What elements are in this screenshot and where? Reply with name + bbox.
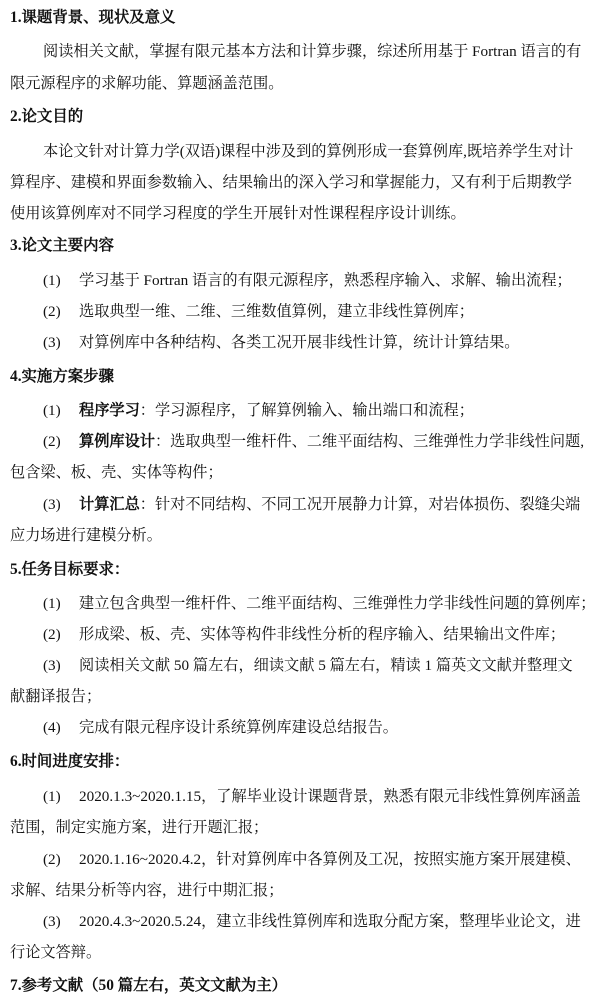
item-number: (1) bbox=[43, 788, 61, 805]
section-4-item-2-cont: 包含梁、板、壳、实体等构件； bbox=[10, 464, 223, 481]
item-text bbox=[79, 432, 584, 452]
item-number: (2) bbox=[43, 433, 61, 450]
item-keyword: 算例库设计 bbox=[79, 433, 155, 450]
section-4-item-3-cont: 应力场进行建模分析。 bbox=[10, 527, 162, 544]
section-2-para-line-3: 使用该算例库对不同学习程度的学生开展针对性课程程序设计训练。 bbox=[10, 205, 466, 222]
item-text: 建立包含典型一维杆件、二维平面结构、三维弹性力学非线性问题的算例库； bbox=[79, 595, 596, 612]
section-4-title: 4.实施方案步骤 bbox=[10, 368, 114, 385]
section-2-title: 2.论文目的 bbox=[10, 108, 84, 125]
item-text: 2020.1.16~2020.4.2，针对算例库中各算例及工况，按照实施方案开展建模、 bbox=[79, 851, 581, 868]
item-number: (4) bbox=[43, 719, 61, 736]
item-description: ：选取典型一维杆件、二维平面结构、三维弹性力学非线性问题, bbox=[154, 433, 584, 450]
item-text: 2020.4.3~2020.5.24，建立非线性算例库和选取分配方案，整理毕业论文，进 bbox=[79, 913, 581, 930]
item-description: ：针对不同结构、不同工况开展静力计算，对岩体损伤、裂缝尖端 bbox=[139, 496, 581, 513]
item-text: 形成梁、板、壳、实体等构件非线性分析的程序输入、结果输出文件库； bbox=[79, 626, 565, 643]
item-text bbox=[79, 495, 580, 515]
section-6-item-2-cont: 求解、结果分析等内容，进行中期汇报； bbox=[10, 882, 284, 899]
item-text: 学习基于 Fortran 语言的有限元源程序，熟悉程序输入、求解、输出流程； bbox=[79, 272, 572, 289]
item-number: (2) bbox=[43, 303, 61, 320]
item-keyword: 计算汇总 bbox=[79, 496, 140, 513]
item-text bbox=[79, 401, 474, 421]
item-text: 选取典型一维、二维、三维数值算例，建立非线性算例库； bbox=[79, 303, 474, 320]
section-6-item-3-cont: 行论文答辩。 bbox=[10, 944, 102, 961]
section-2-para-line-2: 算程序、建模和界面参数输入、结果输出的深入学习和掌握能力，又有利于后期教学 bbox=[10, 174, 572, 191]
item-number: (3) bbox=[43, 334, 61, 351]
item-text: 2020.1.3~2020.1.15，了解毕业设计课题背景，熟悉有限元非线性算例库涵盖 bbox=[79, 788, 581, 805]
item-number: (3) bbox=[43, 913, 61, 930]
item-number: (1) bbox=[43, 402, 61, 419]
section-5-item-3-cont: 献翻译报告； bbox=[10, 688, 102, 705]
item-description: ：学习源程序，了解算例输入、输出端口和流程； bbox=[139, 402, 474, 419]
section-1-para-line-1: 阅读相关文献，掌握有限元基本方法和计算步骤，综述所用基于 Fortran 语言的有 bbox=[43, 43, 582, 60]
item-number: (2) bbox=[43, 626, 61, 643]
section-2-para-line-1: 本论文针对计算力学(双语)课程中涉及到的算例形成一套算例库,既培养学生对计 bbox=[43, 143, 574, 160]
section-1-para-line-2: 限元源程序的求解功能、算题涵盖范围。 bbox=[10, 75, 284, 92]
section-7-title: 7.参考文献（50 篇左右，英文文献为主） bbox=[10, 977, 288, 994]
item-number: (1) bbox=[43, 272, 61, 289]
section-6-item-1-cont: 范围，制定实施方案，进行开题汇报； bbox=[10, 819, 269, 836]
section-3-title: 3.论文主要内容 bbox=[10, 237, 114, 254]
item-number: (1) bbox=[43, 595, 61, 612]
item-keyword: 程序学习 bbox=[79, 402, 140, 419]
item-text: 对算例库中各种结构、各类工况开展非线性计算，统计计算结果。 bbox=[79, 334, 520, 351]
item-number: (3) bbox=[43, 657, 61, 674]
section-6-title: 6.时间进度安排： bbox=[10, 753, 130, 770]
item-number: (3) bbox=[43, 496, 61, 513]
item-text: 阅读相关文献 50 篇左右，细读文献 5 篇左右，精读 1 篇英文文献并整理文 bbox=[79, 657, 573, 674]
item-number: (2) bbox=[43, 851, 61, 868]
section-1-title: 1.课题背景、现状及意义 bbox=[10, 9, 176, 26]
section-5-title: 5.任务目标要求： bbox=[10, 561, 130, 578]
item-text: 完成有限元程序设计系统算例库建设总结报告。 bbox=[79, 719, 398, 736]
